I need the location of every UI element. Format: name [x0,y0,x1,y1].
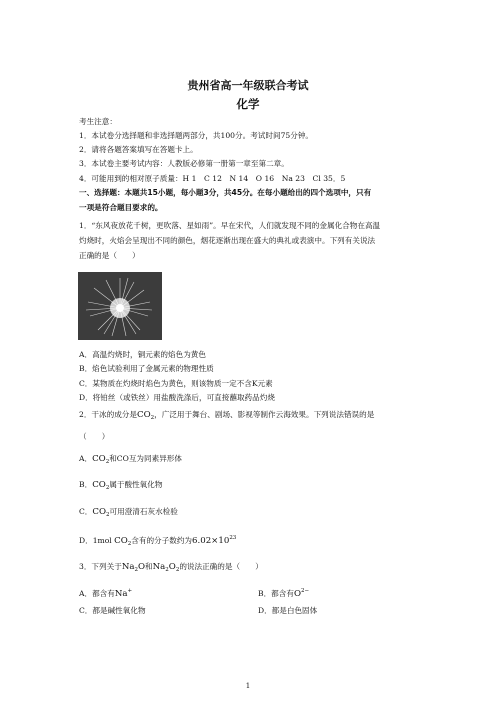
q2-stem-line1 [79,410,374,422]
q1-option-b: B．焰色试验利用了金属元素的物理性质 [79,364,214,373]
q1-option-d: D．将铂丝（或铁丝）用盐酸洗涤后，可直接蘸取药品灼烧 [79,393,275,402]
q1-option-a: A．高温灼烧时，铜元素的焰色为黄色 [79,350,206,359]
q2-option-b: B．$CO_2$属于酸性氧化物 [79,480,163,491]
note-item-2: 2．请将各题答案填写在答题卡上。 [79,145,198,154]
section-heading-line2: 一项是符合题目要求的。 [79,203,163,212]
q3-option-b: B．都含有$O^{2-}$ [258,588,310,599]
q2-option-a: A．$CO_2$和CO互为同素异形体 [79,454,182,465]
q2-stem-post: ，广泛用于舞台、剧场、影视等制作云海效果。下列说法错误的是 [154,410,375,419]
q1-stem-line2: 灼烧时，火焰会呈现出不同的颜色，烟花逐渐出现在盛大的典礼或表演中。下列有关说法 [79,236,376,245]
q3-option-d: D．都是白色固体 [258,606,318,615]
na2o-formula: $Na_2O$ [121,562,146,573]
fireworks-image [78,272,162,340]
exam-title: 贵州省高一年级联合考试 [187,79,309,92]
section-heading-line1: 一、选择题：本题共15小题，每小题3分，共45分。在每小题给出的四个选项中，只有 [79,188,372,197]
notes-heading: 考生注意： [79,117,117,126]
q2-stem-line2: （ ） [79,432,110,441]
na2o2-formula: $Na_2O_2$ [152,562,180,573]
q3-option-c: C．都是碱性氧化物 [79,606,146,615]
q1-stem-line1: 1．“东风夜放花千树，更吹落、星如雨”。早在宋代，人们就发现不同的金属化合物在高温 [79,221,381,230]
note-item-4: 4．可能用到的相对原子质量：H 1 C 12 N 14 O 16 Na 23 Cl 35．5 [79,174,346,183]
co2-formula: $CO_2$ [137,410,155,421]
q3-option-a: A．都含有Na+ [79,588,133,599]
page-number: 1 [245,682,251,690]
q1-option-c: C．某物质在灼烧时焰色为黄色，则该物质一定不含K元素 [79,379,273,388]
q2-option-d: D．1mol $CO_2$含有的分子数约为$6.02\times 10^{23}$ [79,535,237,547]
note-item-1: 1．本试卷分选择题和非选择题两部分，共100分。考试时间75分钟。 [79,131,314,140]
note-item-3: 3．本试卷主要考试内容：人教版必修第一册第一章至第二章。 [79,159,289,168]
fireworks-photo [78,272,162,340]
q3-stem: 3．下列关于$Na_2O$和$Na_2O_2$的说法正确的是（ ） [79,562,263,573]
q2-option-c: C．$CO_2$可用澄清石灰水检验 [79,507,178,518]
q1-stem-line3: 正确的是（ ） [79,251,140,260]
q2-stem-pre: 2．干冰的成分是 [79,410,137,419]
subject-title: 化学 [236,97,260,111]
